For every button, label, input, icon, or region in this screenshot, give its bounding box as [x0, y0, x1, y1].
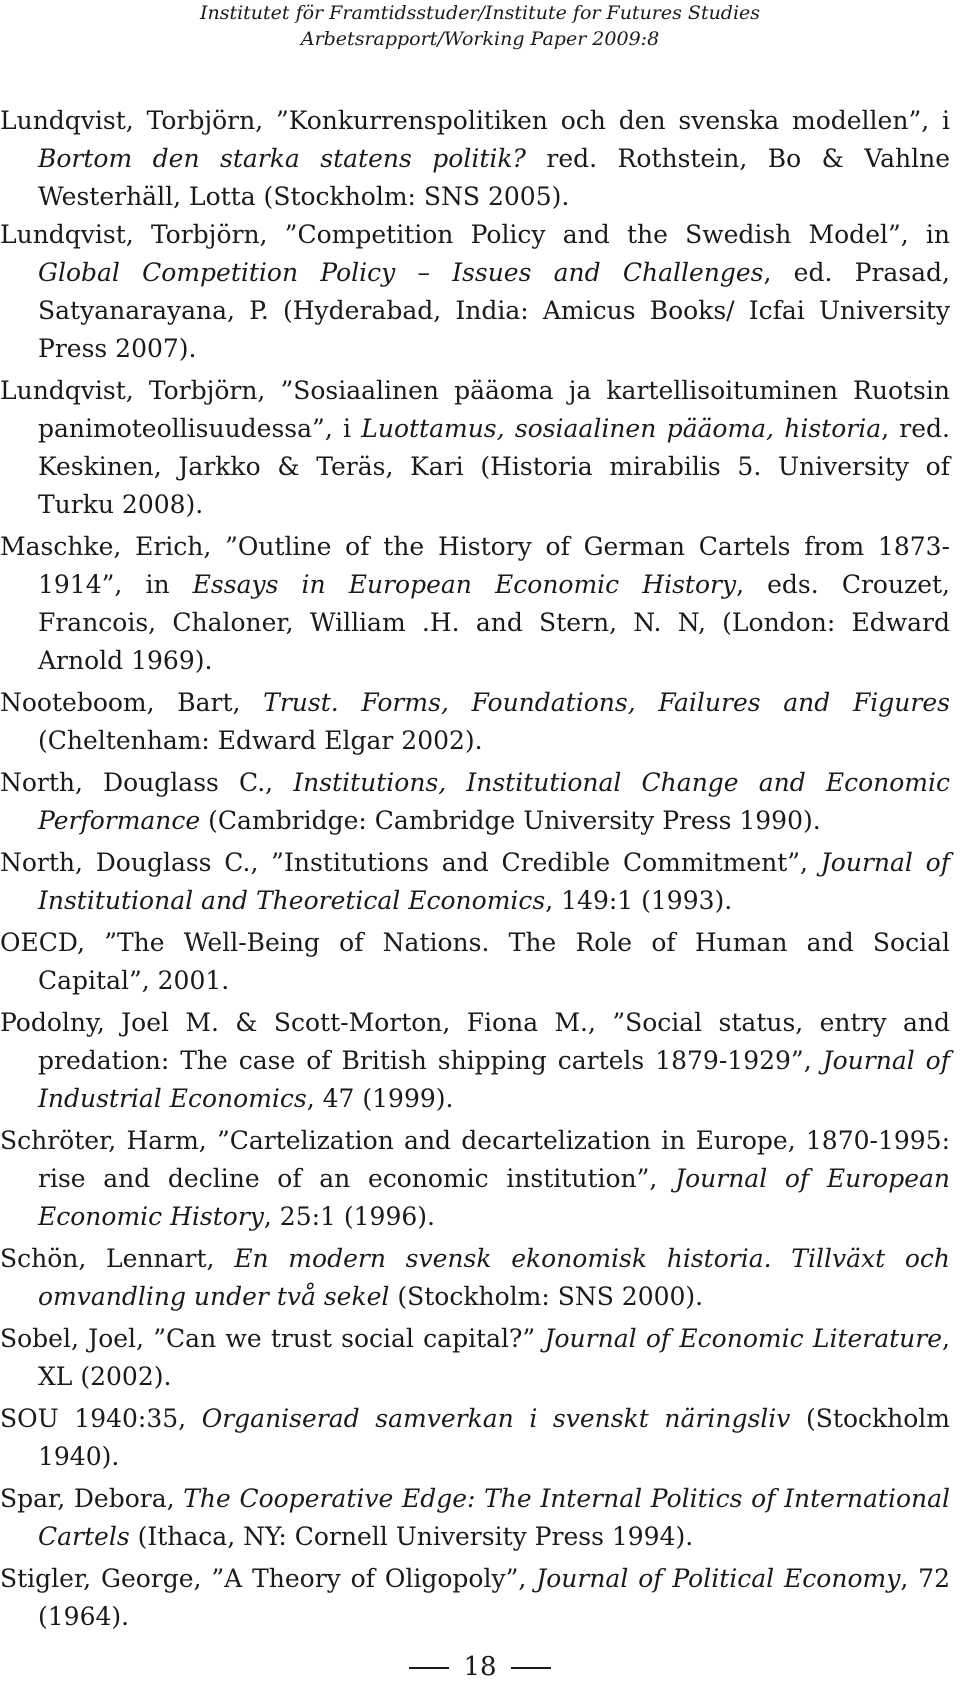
- reference-title: Journal of European Economic History: [38, 1164, 951, 1231]
- reference-title: The Cooperative Edge: The Internal Politics of International Cartels: [38, 1484, 950, 1551]
- reference-title: Journal of Economic Literature: [544, 1324, 943, 1353]
- reference-text: Schröter, Harm, ”Cartelization and decartelization in Europe, 1870-1995: rise and decline of an economic institution”,: [0, 1126, 950, 1193]
- reference-text: (Cambridge: Cambridge University Press 1990).: [200, 806, 821, 835]
- reference-list: [0, 102, 950, 1640]
- reference-text: SOU 1940:35,: [0, 1404, 202, 1433]
- reference-text: OECD, ”The Well-Being of Nations. The Role of Human and Social Capital”, 2001.: [0, 928, 950, 995]
- reference-text: , ed. Prasad, Satyanarayana, P. (Hyderabad, India: Amicus Books/ Icfai University Press 2007).: [38, 258, 950, 363]
- reference-text: North, Douglass C., ”Institutions and Credible Commitment”,: [0, 848, 821, 877]
- reference-text: , eds. Crouzet, Francois, Chaloner, William .H. and Stern, N. N, (London: Edward Arnold 1969).: [38, 570, 951, 675]
- reference-text: Nooteboom, Bart,: [0, 688, 264, 717]
- reference-entry: [0, 844, 950, 920]
- reference-title: Essays in European Economic History: [192, 570, 737, 599]
- reference-text: Sobel, Joel, ”Can we trust social capital?”: [0, 1324, 545, 1353]
- reference-entry: [0, 216, 950, 368]
- reference-text: Lundqvist, Torbjörn, ”Konkurrenspolitiken och den svenska modellen”, i: [0, 106, 950, 135]
- reference-entry: [0, 1560, 950, 1636]
- reference-text: (Stockholm: SNS 2000).: [389, 1282, 704, 1311]
- reference-entry: [0, 372, 950, 524]
- reference-text: Maschke, Erich, ”Outline of the History of German Cartels from 1873-1914”, in: [0, 532, 950, 599]
- reference-title: Institutions, Institutional Change and Economic Performance: [38, 768, 951, 835]
- header-institute: Institutet för Framtidsstuder/Institute for Futures Studies: [199, 2, 761, 24]
- reference-text: , XL (2002).: [38, 1324, 950, 1391]
- reference-title: Global Competition Policy – Issues and Challenges: [38, 258, 764, 287]
- reference-text: , red. Keskinen, Jarkko & Teräs, Kari (Historia mirabilis 5. University of Turku 2008).: [38, 414, 950, 519]
- reference-text: Schön, Lennart,: [0, 1244, 235, 1273]
- reference-title: Trust. Forms, Foundations, Failures and Figures: [263, 688, 950, 717]
- reference-text: (Stockholm 1940).: [38, 1404, 951, 1471]
- reference-text: , 47 (1999).: [306, 1084, 454, 1113]
- page-footer: [0, 1652, 960, 1682]
- reference-entry: [0, 1004, 950, 1118]
- footer-dash-left: [409, 1667, 449, 1669]
- reference-text: , 149:1 (1993).: [545, 886, 733, 915]
- reference-title: Luottamus, sosiaalinen pääoma, historia: [361, 414, 882, 443]
- reference-entry: [0, 924, 950, 1000]
- reference-text: red. Rothstein, Bo & Vahlne Westerhäll, Lotta (Stockholm: SNS 2005).: [38, 144, 951, 211]
- reference-text: Lundqvist, Torbjörn, ”Sosiaalinen pääoma ja kartellisoituminen Ruotsin panimoteollisuudessa”, i: [0, 376, 950, 443]
- reference-title: En modern svensk ekonomisk historia. Tillväxt och omvandling under två sekel: [38, 1244, 951, 1311]
- reference-text: Podolny, Joel M. & Scott-Morton, Fiona M., ”Social status, entry and predation: The case of British shipping cartels 1879-1929”,: [0, 1008, 950, 1075]
- reference-entry: [0, 1320, 950, 1396]
- reference-text: North, Douglass C.,: [0, 768, 294, 797]
- reference-entry: [0, 1240, 950, 1316]
- reference-text: Spar, Debora,: [0, 1484, 184, 1513]
- reference-text: (Ithaca, NY: Cornell University Press 1994).: [129, 1522, 694, 1551]
- running-header: [0, 0, 960, 52]
- reference-entry: [0, 1400, 950, 1476]
- reference-text: Stigler, George, ”A Theory of Oligopoly”,: [0, 1564, 537, 1593]
- footer-dash-right: [511, 1667, 551, 1669]
- reference-text: Lundqvist, Torbjörn, ”Competition Policy and the Swedish Model”, in: [0, 220, 950, 249]
- page-number: 18: [463, 1652, 497, 1682]
- reference-text: (Cheltenham: Edward Elgar 2002).: [38, 726, 483, 755]
- reference-entry: [0, 1480, 950, 1556]
- header-working-paper: Arbetsrapport/Working Paper 2009:8: [300, 28, 660, 50]
- reference-entry: [0, 102, 950, 216]
- reference-title: Bortom den starka statens politik?: [38, 144, 526, 173]
- reference-entry: [0, 1122, 950, 1236]
- reference-title: Organiserad samverkan i svenskt näringsliv: [201, 1404, 791, 1433]
- reference-entry: [0, 528, 950, 680]
- reference-text: , 72 (1964).: [38, 1564, 950, 1631]
- reference-entry: [0, 764, 950, 840]
- reference-title: Journal of Industrial Economics: [38, 1046, 950, 1113]
- reference-title: Journal of Political Economy: [536, 1564, 901, 1593]
- reference-text: , 25:1 (1996).: [263, 1202, 435, 1231]
- reference-title: Journal of Institutional and Theoretical Economics: [38, 848, 950, 915]
- reference-entry: [0, 684, 950, 760]
